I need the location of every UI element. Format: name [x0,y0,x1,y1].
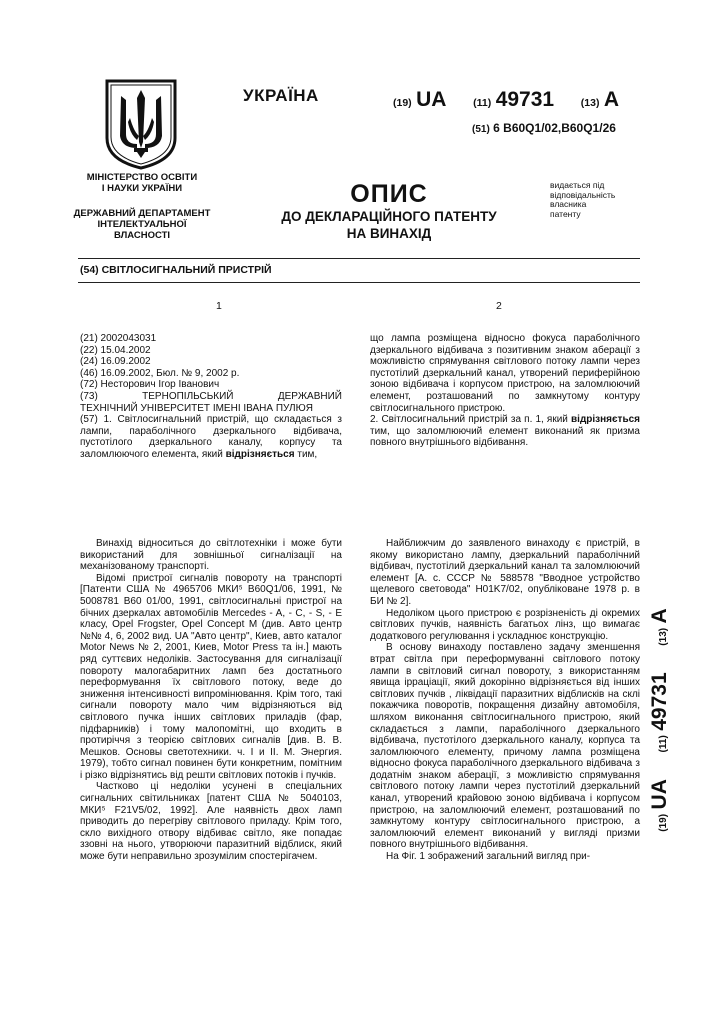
issued-note-line: патенту [550,208,581,219]
patentee-word: ДЕРЖАВНИЙ [277,390,342,402]
ministry-line: МІНІСТЕРСТВО ОСВІТИ [86,172,198,183]
field-46: (46) 16.09.2002, Бюл. № 9, 2002 р. [80,367,240,379]
claim-keyword: відрізняється [571,414,640,426]
inid-code-13: (13) [580,97,600,109]
ipc-classes: B60Q1/02,B60Q1/26 [503,121,616,135]
issued-note-line: видається під [550,180,605,190]
document-type-title: ОПИС [350,180,428,208]
claim-text: тим, [297,448,318,460]
inid-code-73: (73) [80,390,98,402]
claim-1 [80,414,342,460]
claim-text: тим, що заломлюючий елемент виконаний як призма повного внутрішнього відбивання. [370,425,640,449]
country-name: УКРАЇНА [243,86,319,105]
description-left-column [80,538,342,863]
paragraph: На Фіг. 1 зображений загальний вигляд при- [386,851,591,863]
inid-code-19: (19) [658,813,669,832]
inid-code-57: (57) [80,414,98,426]
invention-title: (54) СВІТЛОСИГНАЛЬНИЙ ПРИСТРІЙ [80,264,272,276]
trident-coat-of-arms-icon [104,78,178,170]
field-22: (22) 15.04.2002 [80,344,151,356]
document-subtitle-line1: ДО ДЕКЛАРАЦІЙНОГО ПАТЕНТУ [281,209,497,224]
patentee-line2: ТЕХНІЧНИЙ УНІВЕРСИТЕТ ІМЕНІ ІВАНА ПУЛЮЯ [80,402,313,414]
claim-keyword: відрізняється [225,448,295,460]
ministry-name [62,172,222,194]
inid-code-13: (13) [658,627,669,646]
field-21: (21) 2002043031 [80,333,157,344]
department-line: ВЛАСНОСТІ [113,230,171,241]
ipc-classification [472,121,616,135]
paragraph: В основу винаходу поставлено задачу зменшення втрат світла при переформуванні світлового потоку лампи в світловий сигнал повороту, з використанням явища ірраціації, який докорінно відрізняється від інших світлових пучків , ліквідації паразитних відблисків на склі покажчика поворотів, покращення дизайну автомобіля, шляхом виконання світлосигнального пристрою, який складається з лампи, параболічного дзеркального відбивача, пустотілого дзеркального каналу, корпуса та заломлюючого елементу, причому лампа розміщена відносно фокуса параболічного дзеркального відбивача з додатнім знаком аберації, з можливістю спрямування світлового потоку лампи через пустотілий дзеркальний канал, утворений крайовою зоною відбивача і корпусом пристрою, на заломлюючий елемент, розташований по замкнутому контуру світлосигнального пристрою, а заломлюючий елемент виконаний у вигляді призми повного внутрішнього відбивання. [370,642,640,851]
document-number-line [393,88,638,112]
inid-code-11: (11) [473,97,492,109]
kind-code: A [648,608,671,624]
ipc-edition: 6 [493,121,500,135]
patentee-word: ТЕРНОПІЛЬСЬКИЙ [142,390,234,402]
description-right-column [370,538,640,863]
bibliographic-data [80,333,342,461]
claim-text: 2. Світлосигнальний пристрій за п. 1, який [370,414,568,426]
paragraph: Відомі пристрої сигналів повороту на транспорті [Патенти США № 4965706 МКИ⁵ B60Q1/06, 1991, № 5008781 B60 01/00, 1991, світлосигнальні пристрої на бічних дзеркалах автомобілів Mercedes - A, - C, - S, - E класу, Opel Frogster, Opel Concept M (див. Авто центр №№ 4, 6, 2002 вид. UA "Авто центр", Киев, авто каталог Motor News № 2, 2001, Киев, Motor Press та ін.] мають ряд суттєвих недоліків. Застосування для сигналізації повороту малогабаритних ламп без достатнього переформування їх світлового потоку, веде до зниження інтенсивності випромінювання. Крім того, такі сигнали повороту мало чим відрізняються від світлового пучка інших світлових приладів (фар, підфарників) і тому малопомітні, що входить в протиріччя з теорією світлових сигналів [див. В. В. Мешков. Основы светотехники. ч. I и II. М. Энергия. 1979), тобто сигнал повинен бути конкретним, помітним і різко відрізнятись від решти світлових потоків і пучків. [80,572,342,781]
column-number-left: 1 [216,300,222,312]
department-name [62,208,222,241]
ministry-line: І НАУКИ УКРАЇНИ [101,183,183,194]
document-subtitle-line2: НА ВИНАХІД [346,226,432,241]
country-code: UA [416,88,447,111]
field-73 [80,391,342,403]
department-line: ІНТЕЛЕКТУАЛЬНОЇ [97,219,187,230]
department-line: ДЕРЖАВНИЙ ДЕПАРТАМЕНТ [73,208,211,219]
patent-number: 49731 [495,88,555,111]
inid-code-19: (19) [393,97,412,109]
claim-2 [370,414,640,449]
claims-right [370,333,640,449]
kind-code: A [603,88,620,111]
divider [78,282,640,283]
column-number-right: 2 [496,300,502,312]
paragraph: Недоліком цього пристрою є розрізненість ді окремих світлових пучків, наявність багатьох лінз, що вимагає додаткового регулювання і ускладнює конструкцію. [370,607,640,642]
issued-note [550,181,640,219]
claim-text: 1. Світлосигнальний пристрій, що складається з лампи, параболічного дзеркального відбивача, пустотілого дзеркального каналу, корпусу та заломлюючого елемента, який [80,414,342,460]
issued-note-line: власника [550,199,587,209]
inid-code-51: (51) [472,124,490,135]
paragraph: Винахід відноситься до світлотехніки і може бути використаний для зовнішньої сигналізації на механізованому транспорті. [80,538,342,573]
patent-number: 49731 [648,672,671,731]
paragraph: Найближчим до заявленого винаходу є пристрій, в якому використано лампу, дзеркальний параболічний відбивач, пустотілий дзеркальний канал та заломлюючий елемент [А. с. СССР № 588578 "Вводное устройство щелевого световода" H01K7/02, опубліковане 1978 р. в БИ № 2]. [370,538,640,607]
issued-note-line: відповідальність [550,189,616,200]
inid-code-11: (11) [658,735,669,753]
field-24: (24) 16.09.2002 [80,356,151,368]
field-72: (72) Несторович Ігор Іванович [80,379,220,391]
paragraph: Частково ці недоліки усунені в спеціальних сигнальних світильниках [патент США № 5040103, МКИ⁵ F21V5/02, 1992]. Але наявність двох ламп приводить до перегріву світлового приладу. Крім того, скло вихідного отвору відбиває світло, яке попадає ззовні на нього, утворюючи паразитний відблиск, який може бути неправильно зрозумілим спостерігачем. [80,781,342,863]
divider [78,258,640,259]
claim-1-continued: що лампа розміщена відносно фокуса параболічного дзеркального відбивача з позитивним знаком аберації з можливістю спрямування світлового потоку лампи через пустотілий дзеркальний канал, утворений периферійною зоною відбивача і корпусом пристрою, на заломлюючий елемент, розташований по замкнутому контуру світлосигнального пристрою. [370,333,640,414]
side-document-number [630,580,690,860]
country-code: UA [648,779,671,810]
